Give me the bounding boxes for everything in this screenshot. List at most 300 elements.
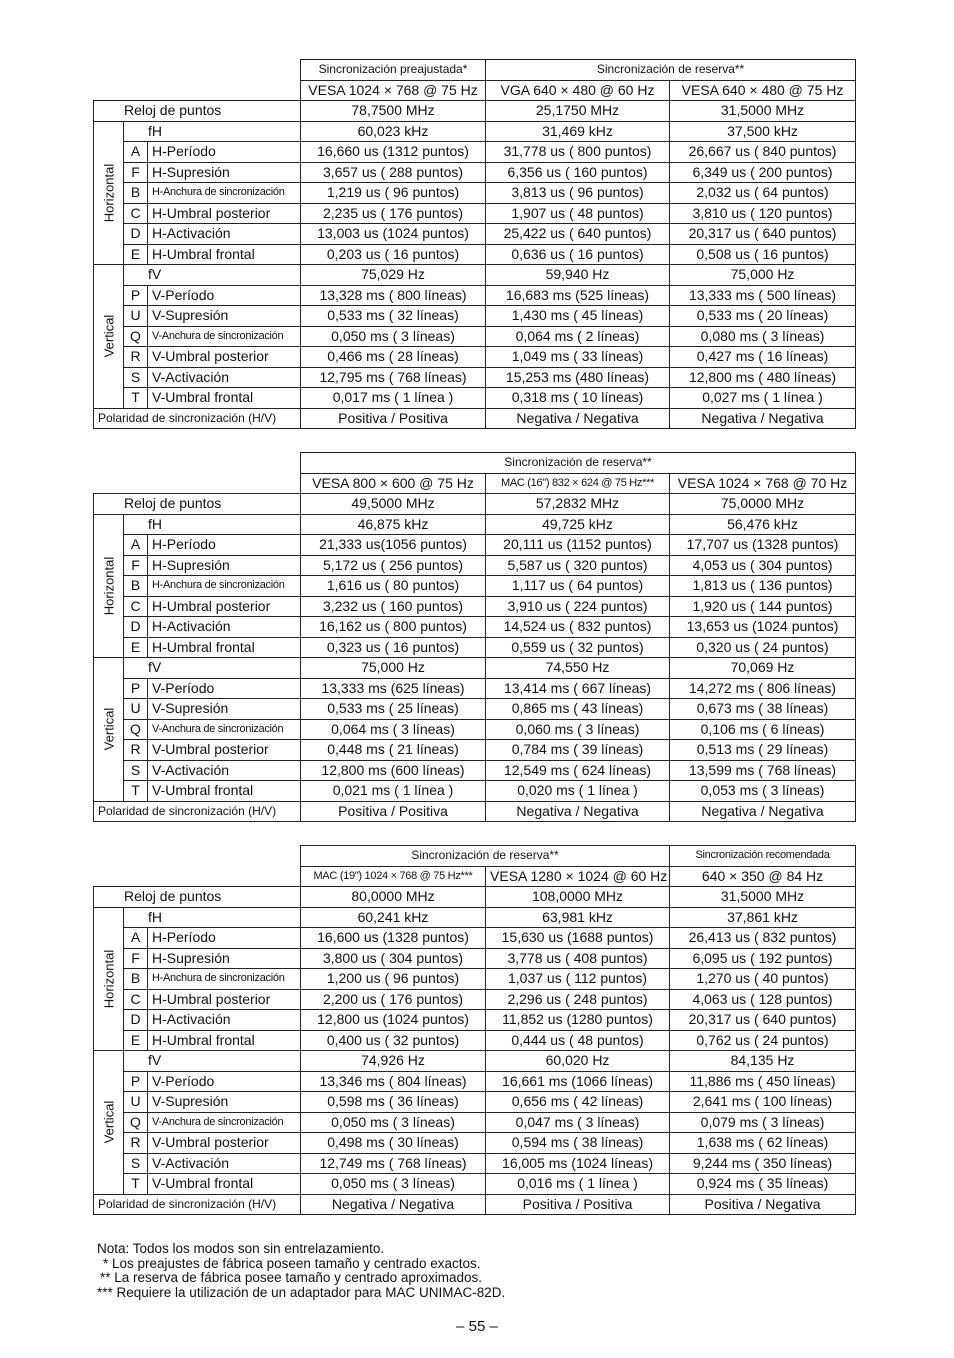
table-cell: 3,800 us ( 304 puntos) [301,948,486,969]
timing-table-3 [93,845,856,1215]
table-cell: 1,200 us ( 96 puntos) [301,969,486,990]
table-row [94,326,856,347]
table-cell: 0,444 us ( 48 puntos) [486,1030,670,1051]
timing-table-1 [93,59,856,429]
table-cell: 4,053 us ( 304 puntos) [670,555,856,576]
table-cell: 2,235 us ( 176 puntos) [301,203,486,224]
table-cell: 0,203 us ( 16 puntos) [301,244,486,265]
row-label: V-Activación [148,1153,301,1174]
table-cell: 13,346 ms ( 804 líneas) [301,1071,486,1092]
row-label: Polaridad de sincronización (H/V) [94,1194,301,1215]
row-letter: U [124,699,148,720]
mode-header: MAC (16") 832 × 624 @ 75 Hz*** [486,473,670,494]
header-blank [94,473,301,494]
group-text: Horizontal [101,556,116,616]
table-cell: 26,413 us ( 832 puntos) [670,928,856,949]
row-letter: A [124,928,148,949]
table-cell: 108,0000 MHz [486,887,670,908]
table-cell: 0,636 us ( 16 puntos) [486,244,670,265]
row-label: H-Anchura de sincronización [148,576,301,597]
table-cell: 0,047 ms ( 3 líneas) [486,1112,670,1133]
table-row [94,740,856,761]
timing-table-2 [93,452,856,822]
table-cell: 63,981 kHz [486,907,670,928]
table-row [94,244,856,265]
table-cell: 75,029 Hz [301,265,486,286]
table-cell: Positiva / Positiva [301,408,486,429]
row-label: H-Anchura de sincronización [148,969,301,990]
table-cell: 31,5000 MHz [670,101,856,122]
table-cell: 0,448 ms ( 21 líneas) [301,740,486,761]
table-cell: 59,940 Hz [486,265,670,286]
group-label-vertical [94,658,124,802]
footnotes [97,1242,505,1300]
mode-header: VESA 1024 × 768 @ 70 Hz [670,473,856,494]
table-row [94,408,856,429]
row-letter: R [124,1133,148,1154]
table-cell: 1,219 us ( 96 puntos) [301,183,486,204]
row-label: H-Período [148,142,301,163]
table-row [94,142,856,163]
table-cell: 49,725 kHz [486,514,670,535]
table-cell: 0,598 ms ( 36 líneas) [301,1092,486,1113]
table-row [94,801,856,822]
table-row [94,1153,856,1174]
table-cell: Negativa / Negativa [670,408,856,429]
table-cell: 12,795 ms ( 768 líneas) [301,367,486,388]
row-label: V-Período [148,1071,301,1092]
row-letter: C [124,596,148,617]
table-cell: 2,296 us ( 248 puntos) [486,989,670,1010]
row-label: V-Activación [148,760,301,781]
row-label: V-Período [148,285,301,306]
table-cell: 16,683 ms (525 líneas) [486,285,670,306]
row-label: H-Período [148,928,301,949]
table-cell: 11,886 ms ( 450 líneas) [670,1071,856,1092]
table-cell: 0,064 ms ( 3 líneas) [301,719,486,740]
row-label: H-Umbral frontal [148,637,301,658]
sync-type-header: Sincronización recomendada [670,846,856,867]
table-cell: 6,095 us ( 192 puntos) [670,948,856,969]
table-row [94,781,856,802]
table-cell: 0,533 ms ( 25 líneas) [301,699,486,720]
table-cell: 13,003 us (1024 puntos) [301,224,486,245]
table-row [94,1174,856,1195]
table-cell: 0,466 ms ( 28 líneas) [301,347,486,368]
table-row [94,1071,856,1092]
table-row [94,203,856,224]
table-cell: Positiva / Positiva [301,801,486,822]
table-row [94,1133,856,1154]
table-cell: 2,200 us ( 176 puntos) [301,989,486,1010]
row-label: V-Supresión [148,699,301,720]
table-cell: 60,020 Hz [486,1051,670,1072]
table-cell: 0,020 ms ( 1 línea ) [486,781,670,802]
row-label: fV [124,1051,301,1072]
header-row-modes [94,80,856,101]
table-row [94,514,856,535]
table-row [94,678,856,699]
header-row-modes [94,866,856,887]
sync-type-header: Sincronización de reserva** [486,60,856,81]
group-text: Vertical [101,314,116,358]
row-label: V-Umbral posterior [148,1133,301,1154]
table-cell: 13,328 ms ( 800 líneas) [301,285,486,306]
table-cell: Positiva / Negativa [670,1194,856,1215]
table-cell: 17,707 us (1328 puntos) [670,535,856,556]
table-cell: 0,533 ms ( 32 líneas) [301,306,486,327]
table-cell: 70,069 Hz [670,658,856,679]
table-cell: 12,800 ms (600 líneas) [301,760,486,781]
table-cell: 3,657 us ( 288 puntos) [301,162,486,183]
row-letter: R [124,347,148,368]
row-label: V-Supresión [148,306,301,327]
mode-header: VESA 1280 × 1024 @ 60 Hz [486,866,670,887]
header-blank [94,80,301,101]
table-row [94,928,856,949]
table-cell: 0,508 us ( 16 puntos) [670,244,856,265]
table-cell: 20,317 us ( 640 puntos) [670,224,856,245]
row-label: fH [124,514,301,535]
table-cell: 80,0000 MHz [301,887,486,908]
row-letter: D [124,1010,148,1031]
row-letter: P [124,678,148,699]
row-letter: R [124,740,148,761]
page-number: – 55 – [456,1318,498,1335]
row-letter: S [124,760,148,781]
table-cell: 75,0000 MHz [670,494,856,515]
row-label: H-Umbral posterior [148,989,301,1010]
table-cell: 37,500 kHz [670,121,856,142]
table-cell: 57,2832 MHz [486,494,670,515]
table-cell: 74,926 Hz [301,1051,486,1072]
row-letter: C [124,989,148,1010]
row-label: fH [124,121,301,142]
table-cell: 3,778 us ( 408 puntos) [486,948,670,969]
row-label: V-Supresión [148,1092,301,1113]
table-cell: 1,270 us ( 40 puntos) [670,969,856,990]
table-row [94,719,856,740]
row-label: H-Anchura de sincronización [148,183,301,204]
row-label: V-Anchura de sincronización [148,1112,301,1133]
table-cell: 0,594 ms ( 38 líneas) [486,1133,670,1154]
row-label: V-Umbral frontal [148,781,301,802]
table-cell: 37,861 kHz [670,907,856,928]
table-cell: 2,641 ms ( 100 líneas) [670,1092,856,1113]
table-cell: 1,813 us ( 136 puntos) [670,576,856,597]
row-letter: U [124,1092,148,1113]
table-cell: 78,7500 MHz [301,101,486,122]
table-cell: 1,920 us ( 144 puntos) [670,596,856,617]
table-cell: 12,800 ms ( 480 líneas) [670,367,856,388]
table-cell: 1,049 ms ( 33 líneas) [486,347,670,368]
group-text: Vertical [101,707,116,751]
table-row [94,162,856,183]
sync-type-header: Sincronización de reserva** [301,453,856,474]
table-cell: 1,638 ms ( 62 líneas) [670,1133,856,1154]
table-cell: 16,005 ms (1024 líneas) [486,1153,670,1174]
table-cell: 0,498 ms ( 30 líneas) [301,1133,486,1154]
mode-header: 640 × 350 @ 84 Hz [670,866,856,887]
row-letter: A [124,535,148,556]
table-cell: 0,021 ms ( 1 línea ) [301,781,486,802]
row-letter: Q [124,326,148,347]
table-row [94,637,856,658]
table-cell: 1,037 us ( 112 puntos) [486,969,670,990]
table-cell: 0,427 ms ( 16 líneas) [670,347,856,368]
row-letter: A [124,142,148,163]
table-row [94,1194,856,1215]
row-letter: D [124,617,148,638]
table-cell: 13,653 us (1024 puntos) [670,617,856,638]
row-letter: F [124,162,148,183]
table-cell: 3,232 us ( 160 puntos) [301,596,486,617]
row-label: Polaridad de sincronización (H/V) [94,408,301,429]
table-cell: 13,414 ms ( 667 líneas) [486,678,670,699]
table-row [94,1112,856,1133]
table-cell: 13,333 ms ( 500 líneas) [670,285,856,306]
header-row-modes [94,473,856,494]
table-row [94,285,856,306]
table-cell: 12,749 ms ( 768 líneas) [301,1153,486,1174]
header-blank [94,846,301,867]
row-label: Reloj de puntos [94,494,301,515]
table-cell: 75,000 Hz [670,265,856,286]
table-cell: 16,660 us (1312 puntos) [301,142,486,163]
sync-type-header: Sincronización preajustada* [301,60,486,81]
table-row [94,617,856,638]
row-letter: Q [124,1112,148,1133]
table-cell: 5,587 us ( 320 puntos) [486,555,670,576]
table-row [94,907,856,928]
mode-header: MAC (19") 1024 × 768 @ 75 Hz*** [301,866,486,887]
table-cell: 0,060 ms ( 3 líneas) [486,719,670,740]
sync-type-header: Sincronización de reserva** [301,846,670,867]
row-letter: B [124,576,148,597]
mode-header: VESA 800 × 600 @ 75 Hz [301,473,486,494]
row-letter: E [124,1030,148,1051]
table-row [94,1010,856,1031]
note-reserve: ** La reserva de fábrica posee tamaño y centrado aproximados. [100,1270,482,1285]
table-cell: 74,550 Hz [486,658,670,679]
table-cell: Positiva / Positiva [486,1194,670,1215]
table-cell: 0,050 ms ( 3 líneas) [301,1174,486,1195]
table-cell: 0,673 ms ( 38 líneas) [670,699,856,720]
row-label: V-Anchura de sincronización [148,719,301,740]
row-label: H-Umbral posterior [148,203,301,224]
row-letter: E [124,637,148,658]
table-cell: 16,600 us (1328 puntos) [301,928,486,949]
table-cell: 0,784 ms ( 39 líneas) [486,740,670,761]
table-cell: 15,630 us (1688 puntos) [486,928,670,949]
table-cell: 60,023 kHz [301,121,486,142]
table-cell: 0,016 ms ( 1 línea ) [486,1174,670,1195]
row-label: fV [124,265,301,286]
table-row [94,494,856,515]
group-label-vertical [94,1051,124,1195]
table-cell: 60,241 kHz [301,907,486,928]
mode-header: VGA 640 × 480 @ 60 Hz [486,80,670,101]
table-cell: 16,162 us ( 800 puntos) [301,617,486,638]
table-cell: 13,333 ms (625 líneas) [301,678,486,699]
table-row [94,1030,856,1051]
table-cell: 0,323 us ( 16 puntos) [301,637,486,658]
table-row [94,948,856,969]
group-label-vertical [94,265,124,409]
row-letter: F [124,555,148,576]
row-label: V-Activación [148,367,301,388]
table-cell: 3,910 us ( 224 puntos) [486,596,670,617]
table-cell: 0,027 ms ( 1 línea ) [670,388,856,409]
table-cell: 0,318 ms ( 10 líneas) [486,388,670,409]
row-letter: E [124,244,148,265]
row-letter: S [124,1153,148,1174]
table-cell: 12,549 ms ( 624 líneas) [486,760,670,781]
row-label: Polaridad de sincronización (H/V) [94,801,301,822]
header-blank [94,453,301,474]
table-cell: 15,253 ms (480 líneas) [486,367,670,388]
table-cell: 0,080 ms ( 3 líneas) [670,326,856,347]
table-cell: 20,111 us (1152 puntos) [486,535,670,556]
row-letter: T [124,388,148,409]
row-label: fH [124,907,301,928]
row-label: V-Umbral frontal [148,1174,301,1195]
row-letter: B [124,969,148,990]
table-cell: 20,317 us ( 640 puntos) [670,1010,856,1031]
table-cell: 0,559 us ( 32 puntos) [486,637,670,658]
table-row [94,1092,856,1113]
table-cell: 1,117 us ( 64 puntos) [486,576,670,597]
table-row [94,576,856,597]
table-cell: 25,1750 MHz [486,101,670,122]
table-cell: 0,320 us ( 24 puntos) [670,637,856,658]
row-label: H-Activación [148,224,301,245]
row-label: H-Activación [148,617,301,638]
row-label: Reloj de puntos [94,101,301,122]
row-label: H-Umbral frontal [148,1030,301,1051]
header-row-sync-type [94,846,856,867]
table-row [94,887,856,908]
table-cell: 0,865 ms ( 43 líneas) [486,699,670,720]
row-label: H-Activación [148,1010,301,1031]
table-cell: 1,616 us ( 80 puntos) [301,576,486,597]
table-cell: 0,513 ms ( 29 líneas) [670,740,856,761]
table-cell: 3,810 us ( 120 puntos) [670,203,856,224]
table-cell: 0,017 ms ( 1 línea ) [301,388,486,409]
table-cell: 11,852 us (1280 puntos) [486,1010,670,1031]
note-adapter: *** Requiere la utilización de un adaptador para MAC UNIMAC-82D. [97,1284,506,1300]
row-letter: P [124,1071,148,1092]
table-cell: 6,349 us ( 200 puntos) [670,162,856,183]
note-general: Nota: Todos los modos son sin entrelazamiento. [97,1241,385,1256]
group-label-horizontal [94,514,124,658]
row-letter: C [124,203,148,224]
row-label: H-Supresión [148,948,301,969]
table-cell: 0,400 us ( 32 puntos) [301,1030,486,1051]
row-letter: T [124,1174,148,1195]
row-label: H-Supresión [148,555,301,576]
table-cell: 1,907 us ( 48 puntos) [486,203,670,224]
row-label: V-Umbral posterior [148,740,301,761]
table-row [94,367,856,388]
table-cell: 14,524 us ( 832 puntos) [486,617,670,638]
group-text: Vertical [101,1100,116,1144]
table-row [94,596,856,617]
row-label: fV [124,658,301,679]
table-cell: 31,469 kHz [486,121,670,142]
table-cell: 21,333 us(1056 puntos) [301,535,486,556]
table-cell: 25,422 us ( 640 puntos) [486,224,670,245]
table-cell: 0,050 ms ( 3 líneas) [301,326,486,347]
table-cell: 9,244 ms ( 350 líneas) [670,1153,856,1174]
table-row [94,760,856,781]
table-cell: 4,063 us ( 128 puntos) [670,989,856,1010]
row-label: Reloj de puntos [94,887,301,908]
group-label-horizontal [94,907,124,1051]
table-row [94,101,856,122]
table-cell: 16,661 ms (1066 líneas) [486,1071,670,1092]
group-text: Horizontal [101,163,116,223]
table-cell: 31,778 us ( 800 puntos) [486,142,670,163]
table-cell: 0,106 ms ( 6 líneas) [670,719,856,740]
row-label: H-Período [148,535,301,556]
row-label: H-Supresión [148,162,301,183]
header-blank [94,60,301,81]
row-letter: B [124,183,148,204]
table-row [94,224,856,245]
table-row [94,306,856,327]
table-cell: 46,875 kHz [301,514,486,535]
table-row [94,969,856,990]
table-row [94,347,856,368]
table-cell: 31,5000 MHz [670,887,856,908]
table-cell: 13,599 ms ( 768 líneas) [670,760,856,781]
header-row-sync-type [94,453,856,474]
table-row [94,699,856,720]
table-cell: 0,079 ms ( 3 líneas) [670,1112,856,1133]
row-label: H-Umbral posterior [148,596,301,617]
note-preset: * Los preajustes de fábrica poseen tamaño y centrado exactos. [103,1255,481,1271]
table-cell: 6,356 us ( 160 puntos) [486,162,670,183]
table-cell: 49,5000 MHz [301,494,486,515]
table-row [94,535,856,556]
row-letter: Q [124,719,148,740]
row-letter: S [124,367,148,388]
table-row [94,658,856,679]
table-cell: 2,032 us ( 64 puntos) [670,183,856,204]
table-row [94,265,856,286]
row-letter: U [124,306,148,327]
row-label: V-Umbral frontal [148,388,301,409]
mode-header: VESA 1024 × 768 @ 75 Hz [301,80,486,101]
table-cell: 14,272 ms ( 806 líneas) [670,678,856,699]
table-cell: 0,924 ms ( 35 líneas) [670,1174,856,1195]
row-letter: D [124,224,148,245]
table-cell: Negativa / Negativa [486,408,670,429]
header-row-sync-type [94,60,856,81]
table-row [94,121,856,142]
table-cell: 3,813 us ( 96 puntos) [486,183,670,204]
table-cell: 26,667 us ( 840 puntos) [670,142,856,163]
table-cell: 0,762 us ( 24 puntos) [670,1030,856,1051]
table-cell: 1,430 ms ( 45 líneas) [486,306,670,327]
table-row [94,555,856,576]
table-cell: 0,064 ms ( 2 líneas) [486,326,670,347]
table-cell: 12,800 us (1024 puntos) [301,1010,486,1031]
table-row [94,1051,856,1072]
row-letter: P [124,285,148,306]
table-row [94,989,856,1010]
